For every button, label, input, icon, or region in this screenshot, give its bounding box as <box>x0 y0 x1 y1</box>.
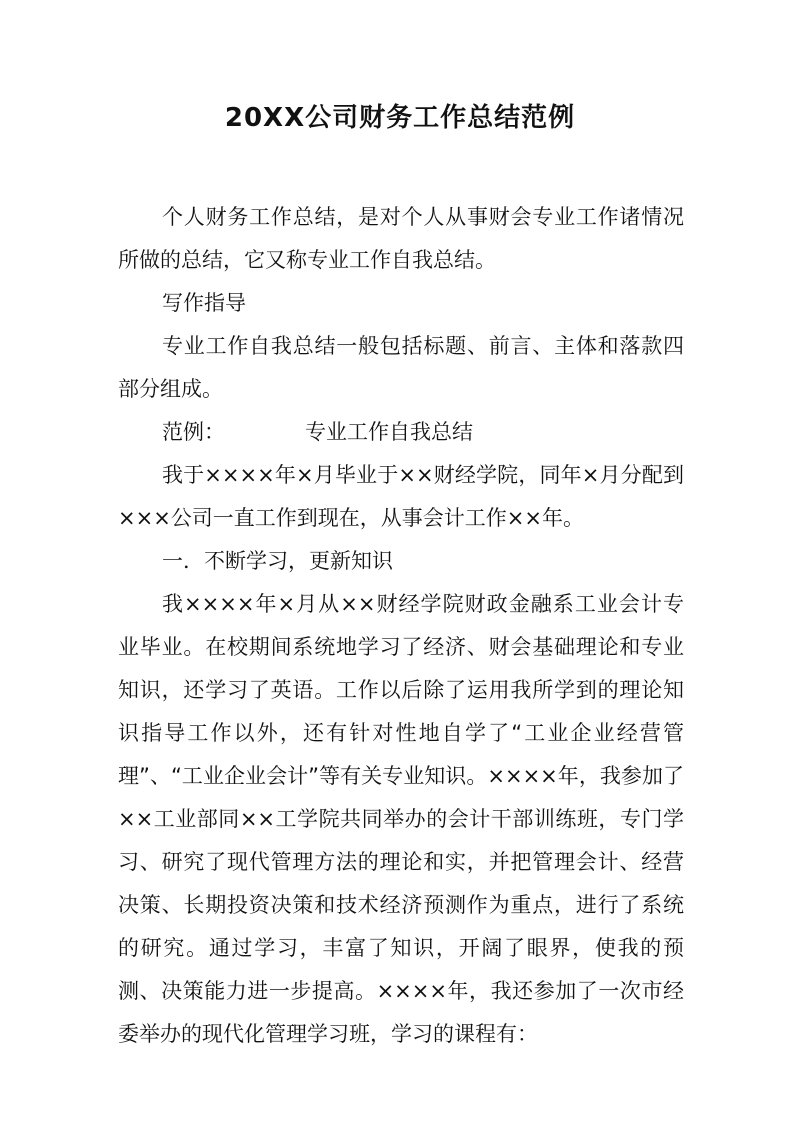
example-line <box>118 411 684 454</box>
section1-heading: 一．不断学习，更新知识 <box>162 549 393 573</box>
document-body <box>118 196 684 1056</box>
intro-paragraph: 个人财务工作总结，是对个人从事财会专业工作诸情况所做的总结，它又称专业工作自我总结。 <box>118 205 684 272</box>
guide-heading: 写作指导 <box>162 291 246 315</box>
section1-paragraph: 我××××年×月从××财经学院财政金融系工业会计专业毕业。在校期间系统地学习了经济、财会基础理论和专业知识，还学习了英语。工作以后除了运用我所学到的理论知识指导工作以外，还有针对性地自学了“工业企业经营管理”、“工业企业会计”等有关专业知识。××××年，我参加了××工业部同××工学院共同举办的会计干部训练班，专门学习、研究了现代管理方法的理论和实，并把管理会计、经营决策、长期投资决策和技术经济预测作为重点，进行了系统的研究。通过学习，丰富了知识，开阔了眼界，使我的预测、决策能力进一步提高。××××年，我还参加了一次市经委举办的现代化管理学习班，学习的课程有： <box>118 592 684 1046</box>
background-paragraph: 我于××××年×月毕业于××财经学院，同年×月分配到×××公司一直工作到现在，从事会计工作××年。 <box>118 463 684 530</box>
guide-paragraph: 专业工作自我总结一般包括标题、前言、主体和落款四部分组成。 <box>118 334 684 401</box>
example-title: 专业工作自我总结 <box>305 420 473 444</box>
example-label: 范例： <box>162 420 225 444</box>
document-title: 20XX公司财务工作总结范例 <box>224 103 576 133</box>
